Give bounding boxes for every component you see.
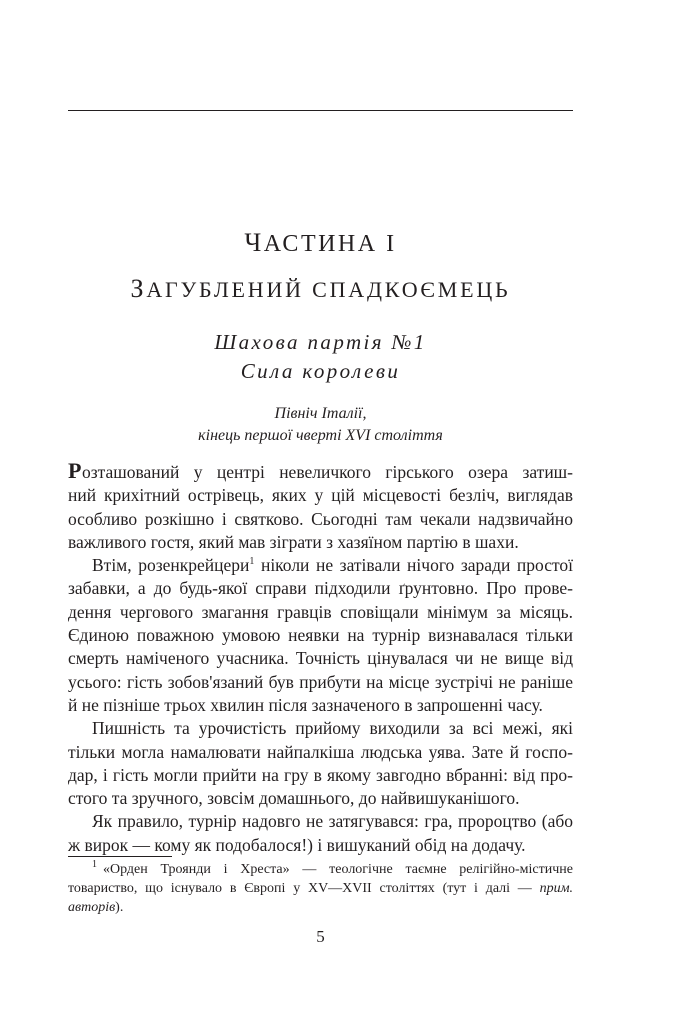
text-line: дення чергового змагання гравців сповіщали мінімум за місяць. xyxy=(68,601,573,622)
part-title xyxy=(68,228,573,259)
drop-cap: Р xyxy=(68,458,82,483)
page-number: 5 xyxy=(316,927,325,946)
text-line: Втім, розенкрейцери$^1$ ніколи не затівали нічого заради простої xyxy=(92,555,574,576)
chapter-title-rest: АГУБЛЕНИЙ СПАДКОЄМЕЦЬ xyxy=(146,277,511,302)
text-line: Розташований у центрі невеличкого гірського озера затиш- xyxy=(68,458,573,483)
text-line: Як правило, турнір надовго не затягувався: гра, пророцтво (або xyxy=(92,811,573,832)
text-line: ж вирок — кому як подобалося!) і вишуканий обід на додачу. xyxy=(68,834,526,855)
text-line: ний крихітний острівець, яких у цій місцевості безліч, виглядав xyxy=(68,485,573,506)
paragraph-3 xyxy=(68,717,573,810)
section-title-line-1: Шахова партія №1 xyxy=(214,330,427,354)
chapter-title-initial: З xyxy=(130,274,147,303)
footnote-ref[interactable]: 1 xyxy=(249,556,255,568)
setting-line-1: Північ Італії, xyxy=(274,405,367,422)
part-title-rest: АСТИНА І xyxy=(263,231,397,257)
text-line: стого та зручного, зовсім домашнього, до найвишуканішого. xyxy=(68,788,520,809)
footnote-rule xyxy=(68,856,172,857)
footnote-line: $^1$ «Орден Троянди і Хреста» — теологічне таємне релігійно-містичне xyxy=(92,859,573,877)
text-line: тільки могла намалювати найпалкіша людська уява. Зате й госпо- xyxy=(68,741,573,762)
part-title-initial: Ч xyxy=(244,228,264,257)
section-title-line-2: Сила королеви xyxy=(240,359,401,383)
footnote xyxy=(68,860,573,917)
paragraph-1 xyxy=(68,459,573,554)
text-line: важливого гостя, який мав зіграти з хазяїном партію в шахи. xyxy=(68,531,519,552)
text-line: дар, і гість могли прийти на гру в якому завгодно вбранні: від про- xyxy=(68,764,573,785)
setting-line-2: кінець першої чверті XVI століття xyxy=(198,427,443,444)
text-line: Єдиною поважною умовою неявки на турнір визнавалася тільки xyxy=(68,625,573,646)
text-line: забавки, а до будь-якої справи підходили ґрунтовно. Про прове- xyxy=(68,578,573,599)
footnote-line: авторів). xyxy=(68,900,124,915)
text-line: особливо розкішно і святково. Сьогодні там чекали надзвичайно xyxy=(68,508,573,529)
paragraph-4 xyxy=(68,810,573,857)
footnote-number: 1 xyxy=(92,859,97,871)
chapter-title xyxy=(68,274,573,305)
paragraph-2 xyxy=(68,554,573,717)
text-line: смерть наміченого учасника. Точність цінувалася чи не вище від xyxy=(68,648,573,669)
text-line: усього: гість зобов'язаний був прибути на місце зустрічі не раніше xyxy=(68,671,573,692)
body-text xyxy=(68,459,573,857)
text-line: Пишність та урочистість прийому виходили за всі межі, які xyxy=(92,718,573,739)
top-rule xyxy=(68,110,573,111)
footnote-line: товариство, що існувало в Європі у XV—XVII століттях (тут і далі — прим. xyxy=(68,881,573,896)
text-line: й не пізніше трьох хвилин після зазначеного в запрошенні часу. xyxy=(68,694,543,715)
